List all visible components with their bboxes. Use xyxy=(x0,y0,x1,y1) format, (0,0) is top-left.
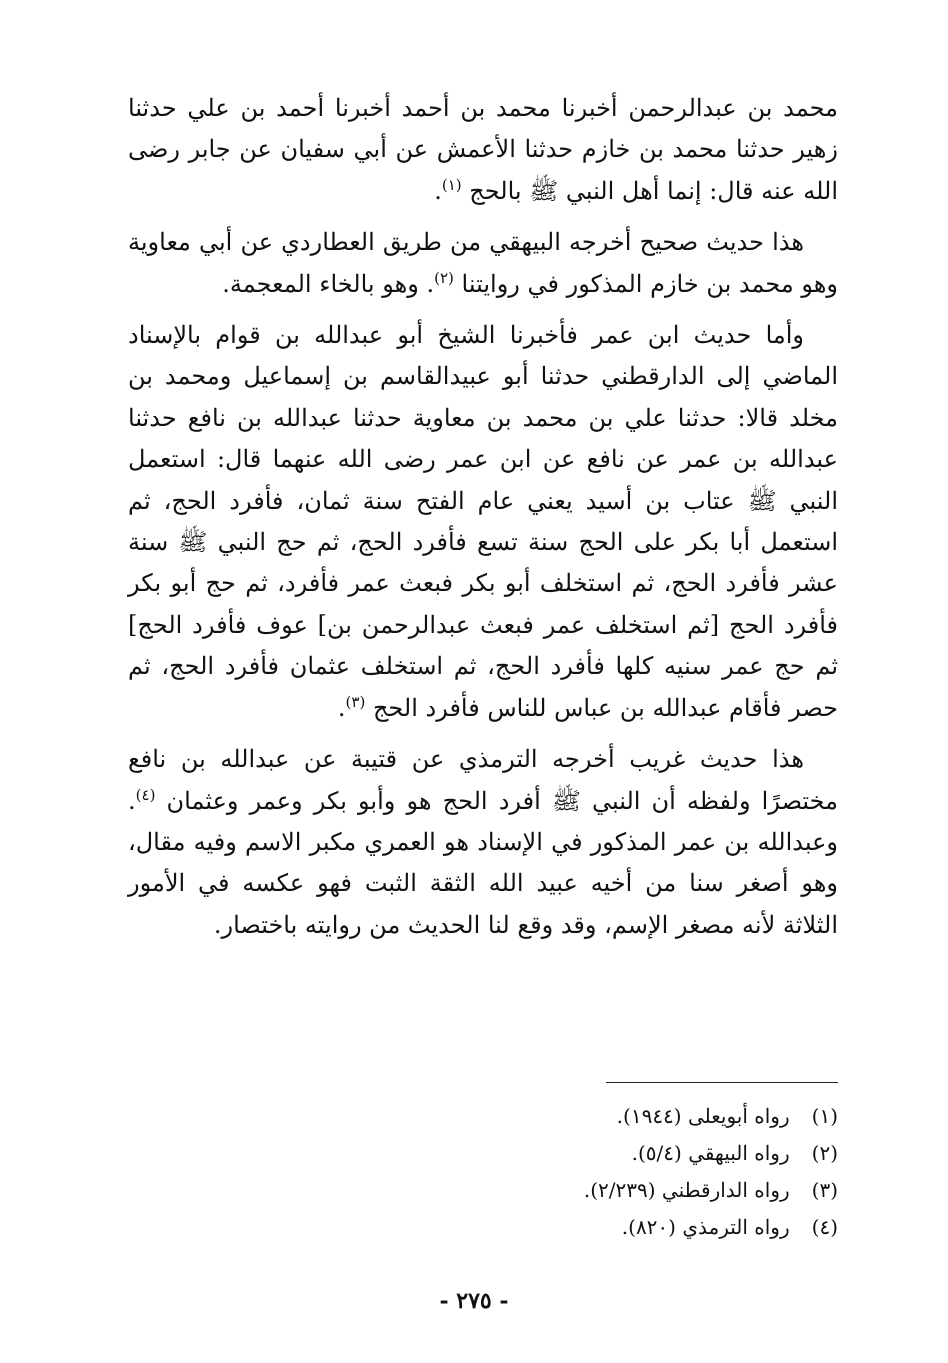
paragraph-1 xyxy=(128,88,838,212)
footnote-number: (٣) xyxy=(811,1178,838,1202)
footnote-number: (٢) xyxy=(811,1141,838,1165)
paragraph-text: وأما حديث ابن عمر فأخبرنا الشيخ أبو عبدالله بن قوام بالإسناد الماضي إلى الدارقطني حدثنا أبو عبيدالقاسم بن إسماعيل ومحمد بن مخلد قالا: حدثنا علي بن محمد بن معاوية حدثنا عبدالله بن نافع حدثنا عبدالله بن عمر عن نافع عن ابن عمر رضى الله عنهما قال: استعمل النبي ﷺ عتاب بن أسيد يعني عام الفتح سنة ثمان، فأفرد الحج، ثم استعمل أبا بكر على الحج سنة تسع فأفرد الحج، ثم حج النبي ﷺ سنة عشر فأفرد الحج، ثم استخلف أبو بكر فبعث عمر فأفرد، ثم حج أبو بكر فأفرد الحج [ثم استخلف عمر فبعث عبدالرحمن بن] عوف فأفرد الحج] ثم حج عمر سنيه كلها فأفرد الحج، ثم استخلف عثمان فأفرد الحج، ثم حصر فأقام عبدالله بن عباس للناس فأفرد الحج xyxy=(128,321,839,722)
page-number: - ٢٧٥ - xyxy=(439,1288,509,1314)
footnote-text: رواه أبويعلى (١٩٤٤). xyxy=(616,1104,790,1128)
paragraph-text: هذا حديث صحيح أخرجه البيهقي من طريق العطاردي عن أبي معاوية وهو محمد بن خازم المذكور في روايتنا xyxy=(128,228,838,298)
footnote-number: (٤) xyxy=(811,1215,838,1239)
footnote-reference[interactable]: (٣) xyxy=(345,692,366,711)
footnote-item xyxy=(300,1172,838,1209)
footnote-reference[interactable]: (٤) xyxy=(135,785,156,804)
paragraph-text: . xyxy=(337,693,346,722)
footnote-item xyxy=(300,1098,838,1135)
paragraph-3 xyxy=(128,315,838,729)
footnote-item xyxy=(300,1135,838,1172)
paragraph-text: . وعبدالله بن عمر المذكور في الإسناد هو العمري مكبر الاسم وفيه مقال، وهو أصغر سنا من أخيه عبيد الله الثقة الثبت فهو عكسه في الأمور الثلاثة لأنه مصغر الإسم، وقد وقع لنا الحديث من روايته باختصار. xyxy=(128,786,839,939)
footnote-number: (١) xyxy=(811,1104,838,1128)
footnote-text: رواه البيهقي (٥/٤). xyxy=(631,1141,790,1165)
footnote-separator xyxy=(606,1082,838,1083)
paragraph-4 xyxy=(128,739,838,946)
footnotes xyxy=(300,1098,838,1246)
footnote-item xyxy=(300,1209,838,1246)
footnote-reference[interactable]: (١) xyxy=(441,175,462,194)
footnote-reference[interactable]: (٢) xyxy=(434,268,454,287)
paragraph-text: محمد بن عبدالرحمن أخبرنا محمد بن أحمد أخبرنا أحمد بن علي حدثنا زهير حدثنا محمد بن خازم حدثنا الأعمش عن أبي سفيان عن جابر رضى الله عنه قال: إنما أهل النبي ﷺ بالحج xyxy=(128,94,838,205)
paragraph-text: . وهو بالخاء المعجمة. xyxy=(222,269,435,298)
paragraph-2 xyxy=(128,222,838,305)
paragraph-text: هذا حديث غريب أخرجه الترمذي عن قتيبة عن عبدالله بن نافع مختصرًا ولفظه أن النبي ﷺ أفرد الحج هو وأبو بكر وعمر وعثمان xyxy=(128,745,838,815)
footnote-text: رواه الدارقطني (٢/٢٣٩). xyxy=(583,1178,790,1202)
footnote-text: رواه الترمذي (٨٢٠). xyxy=(621,1215,790,1239)
paragraph-text: . xyxy=(434,176,442,205)
main-text xyxy=(128,88,838,956)
